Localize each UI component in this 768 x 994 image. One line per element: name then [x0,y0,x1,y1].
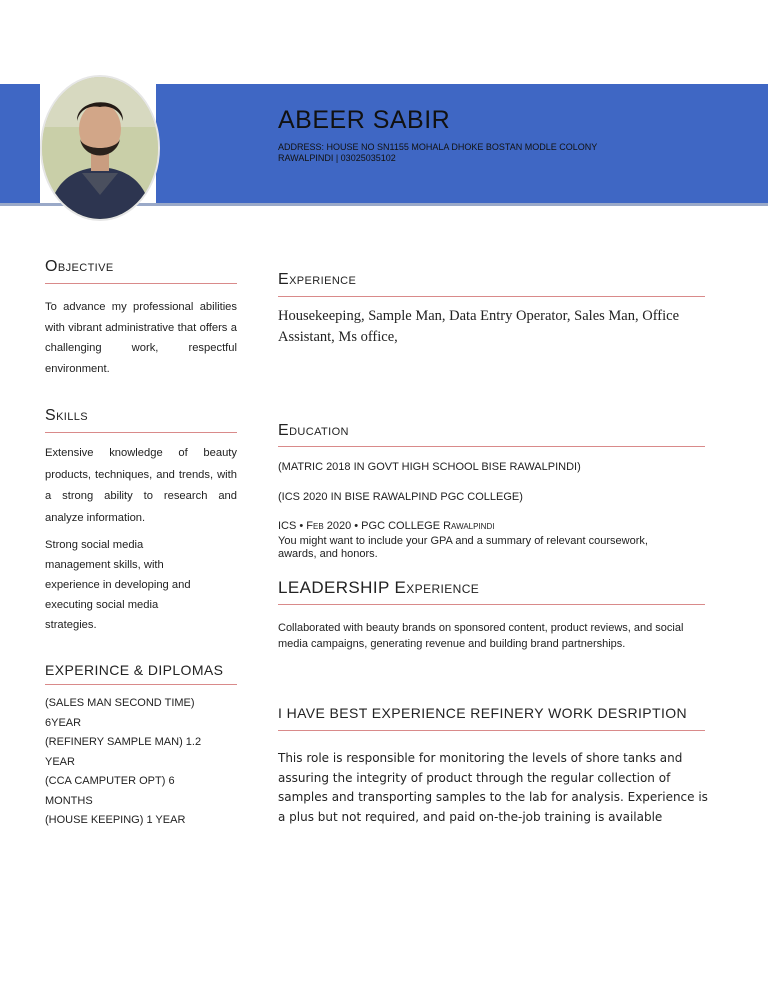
diploma-line: YEAR [45,755,75,768]
diplomas-list [45,694,237,831]
diploma-line: (REFINERY SAMPLE MAN) 1.2 [45,736,202,748]
skills-text-2: Strong social media management skills, with experience in developing and executing social media strategies. [45,539,191,631]
header-band-left [0,84,40,205]
education-line-2: (ICS 2020 IN BISE RAWALPIND PGC COLLEGE) [278,491,523,503]
diploma-line: (SALES MAN SECOND TIME) [45,697,195,709]
diplomas-rule [45,684,237,685]
education-text-3: You might want to include your GPA and a summary of relevant coursework, awards, and honors. [278,535,648,560]
education-line-1: (MATRIC 2018 IN GOVT HIGH SCHOOL BISE RAWALPINDI) [278,461,581,473]
leadership-text: Collaborated with beauty brands on sponsored content, product reviews, and social media campaigns, generating revenue and building brand partnerships. [278,622,684,650]
profile-photo-icon [42,77,158,219]
objective-heading: Objective [45,258,114,275]
contact-address: ADDRESS: HOUSE NO SN1155 MOHALA DHOKE BOSTAN MODLE COLONY RAWALPINDI | 03025035102 [278,142,598,163]
diploma-line: MONTHS [45,794,93,807]
skills-text-1: Extensive knowledge of beauty products, techniques, and trends, with a strong ability to research and analyze information. [45,447,237,524]
objective-text: To advance my professional abilities with vibrant administrative that offers a challenging work, respectful environment. [45,301,237,375]
refinery-rule [278,730,705,731]
experience-heading: Experience [278,271,357,288]
refinery-text: This role is responsible for monitoring the levels of shore tanks and assuring the integrity of product through the regular collection of samples and transporting samples to the lab for analysis. Experience is a plus but not required, and paid on-the-job training is available [278,751,708,824]
objective-rule [45,283,237,284]
avatar [40,75,160,221]
refinery-heading: I HAVE BEST EXPERIENCE REFINERY WORK DESRIPTION [278,705,688,721]
diploma-line: (CCA CAMPUTER OPT) 6 [45,775,175,787]
education-heading-3: ICS • Feb 2020 • PGC COLLEGE Rawalpindi [278,520,495,532]
diploma-line: (HOUSE KEEPING) 1 YEAR [45,814,186,826]
diploma-line: 6YEAR [45,716,82,729]
leadership-rule [278,604,705,605]
skills-heading: Skills [45,407,89,424]
skills-rule [45,432,237,433]
education-heading: Education [278,422,349,439]
experience-rule [278,296,705,297]
education-rule [278,446,705,447]
experience-text: Housekeeping, Sample Man, Data Entry Operator, Sales Man, Office Assistant, Ms office, [278,308,680,345]
candidate-name: ABEER SABIR [278,106,451,134]
diplomas-heading: EXPERINCE & DIPLOMAS [45,662,224,678]
leadership-heading: LEADERSHIP Experience [278,578,480,597]
